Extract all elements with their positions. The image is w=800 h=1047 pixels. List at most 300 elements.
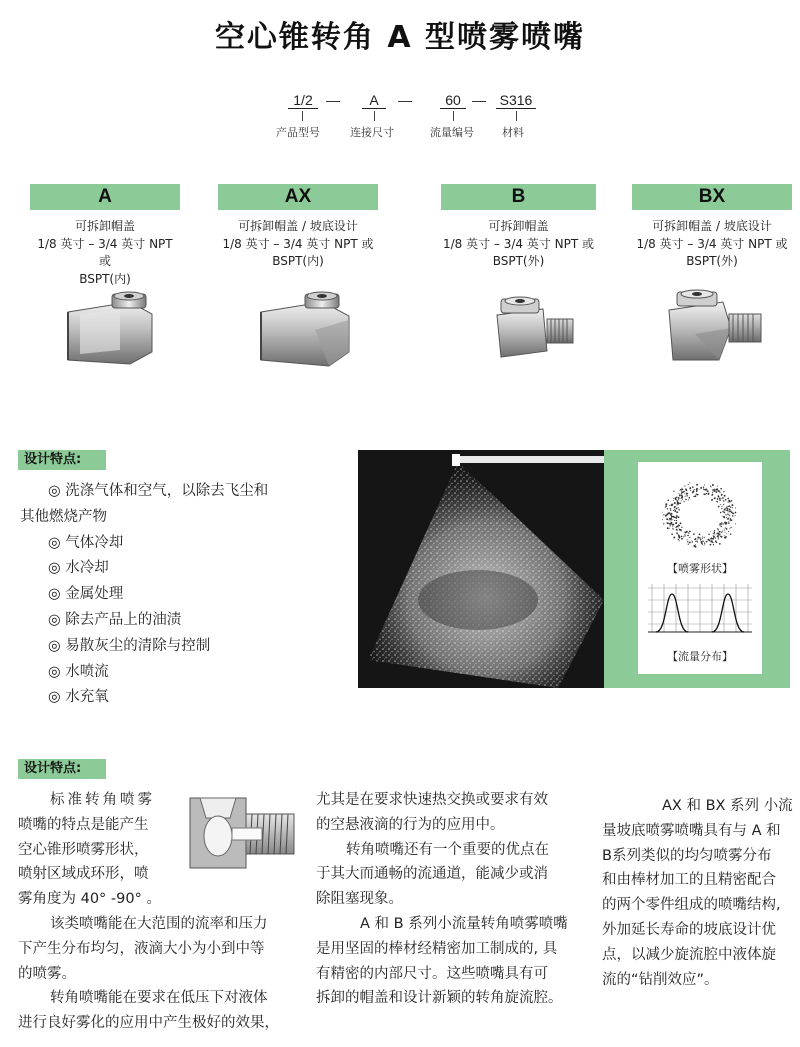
spray-droplet bbox=[730, 511, 731, 512]
spray-droplet bbox=[716, 533, 717, 534]
spray-droplet bbox=[716, 541, 718, 543]
spray-droplet bbox=[675, 498, 677, 500]
spray-droplet bbox=[682, 499, 683, 500]
spray-droplet bbox=[725, 527, 726, 528]
spray-droplet bbox=[714, 489, 715, 490]
type-desc-line: 可拆卸帽盖 bbox=[488, 219, 549, 233]
spray-droplet bbox=[732, 515, 734, 517]
spray-droplet bbox=[727, 501, 728, 502]
spray-droplet bbox=[723, 511, 724, 512]
type-card-b bbox=[441, 184, 596, 271]
paragraph-line: 雾角度为 40° -90° 。 bbox=[18, 891, 161, 908]
spray-droplet bbox=[689, 537, 690, 538]
spray-info-panel bbox=[604, 450, 790, 688]
model-code-size: 1/2 bbox=[288, 92, 318, 109]
spray-droplet bbox=[670, 513, 671, 514]
spray-droplet bbox=[728, 511, 729, 512]
spray-droplet bbox=[731, 504, 733, 506]
spray-droplet bbox=[707, 491, 709, 493]
spray-droplet bbox=[672, 528, 673, 529]
type-desc-line: 可拆卸帽盖 / 坡底设计 bbox=[652, 219, 772, 233]
spray-droplet bbox=[667, 522, 669, 524]
spray-droplet bbox=[728, 522, 730, 524]
features-heading: 设计特点: bbox=[18, 450, 106, 470]
spray-droplet bbox=[694, 539, 695, 540]
spray-droplet bbox=[665, 515, 666, 516]
spray-droplet bbox=[695, 541, 696, 542]
spray-droplet bbox=[669, 523, 671, 525]
spray-droplet bbox=[662, 519, 663, 520]
spray-droplet bbox=[673, 537, 675, 539]
paragraph-line: 有精密的内部尺寸。这些喷嘴具有可 bbox=[316, 965, 548, 982]
spray-droplet bbox=[697, 542, 698, 543]
spray-droplet bbox=[728, 521, 729, 522]
spray-droplet bbox=[687, 539, 688, 540]
spray-droplet bbox=[678, 493, 679, 494]
spray-droplet bbox=[674, 509, 675, 510]
spray-droplet bbox=[707, 540, 708, 541]
paragraph-line: 转角喷嘴还有一个重要的优点在 bbox=[346, 841, 549, 858]
spray-droplet bbox=[675, 527, 676, 528]
spray-droplet bbox=[727, 513, 728, 514]
spray-droplet bbox=[723, 491, 724, 492]
spray-droplet bbox=[716, 501, 717, 502]
spray-droplet bbox=[719, 491, 720, 492]
spray-droplet bbox=[717, 536, 719, 538]
spray-droplet bbox=[703, 489, 704, 490]
spray-droplet bbox=[728, 518, 729, 519]
paragraph-line: B系列类似的均匀喷雾分布 bbox=[602, 847, 772, 864]
spray-droplet bbox=[729, 501, 731, 503]
spray-droplet bbox=[712, 494, 714, 496]
model-code-material: S316 bbox=[496, 92, 536, 109]
list-item: ◎ 易散灰尘的清除与控制 bbox=[48, 637, 211, 654]
spray-droplet bbox=[679, 540, 680, 541]
spray-droplet bbox=[673, 490, 674, 491]
spray-droplet bbox=[671, 524, 672, 525]
spray-droplet bbox=[673, 498, 674, 499]
spray-droplet bbox=[704, 545, 705, 546]
spray-droplet bbox=[721, 522, 722, 523]
paragraph-line: A 和 B 系列小流量转角喷雾喷嘴 bbox=[360, 915, 568, 932]
spray-droplet bbox=[683, 492, 684, 493]
spray-droplet bbox=[713, 544, 714, 545]
spray-droplet bbox=[669, 520, 670, 521]
spray-droplet bbox=[678, 539, 679, 540]
spray-droplet bbox=[684, 491, 685, 492]
spray-droplet bbox=[721, 494, 723, 496]
spray-droplet bbox=[724, 495, 726, 497]
spray-droplet bbox=[706, 493, 707, 494]
paragraph-line: 下产生分布均匀，液滴大小为小到中等 bbox=[18, 940, 265, 957]
spray-droplet bbox=[689, 497, 691, 499]
spray-droplet bbox=[685, 496, 686, 497]
spray-droplet bbox=[681, 500, 682, 501]
spray-droplet bbox=[728, 531, 729, 532]
spray-droplet bbox=[676, 529, 678, 531]
spray-droplet bbox=[735, 523, 736, 524]
spray-droplet bbox=[708, 493, 710, 495]
spray-droplet bbox=[667, 499, 669, 501]
spray-droplet bbox=[680, 522, 682, 524]
spray-droplet bbox=[684, 493, 685, 494]
spray-droplet bbox=[708, 539, 710, 541]
spray-droplet bbox=[731, 500, 733, 502]
type-code-a: A bbox=[30, 184, 180, 210]
spray-droplet bbox=[723, 511, 725, 513]
spray-droplet bbox=[710, 531, 711, 532]
model-code bbox=[270, 92, 540, 144]
spray-droplet bbox=[676, 532, 678, 534]
spray-pattern-label: 【喷雾形状】 bbox=[667, 562, 733, 575]
spray-droplet bbox=[725, 528, 727, 530]
paragraph-line: 喷嘴的特点是能产生 bbox=[18, 816, 149, 833]
spray-droplet bbox=[694, 546, 695, 547]
spray-droplet bbox=[710, 541, 712, 543]
spray-droplet bbox=[713, 536, 715, 538]
spray-droplet bbox=[704, 543, 705, 544]
paragraph-line: 于其大而通畅的流通道，能减少或消 bbox=[316, 866, 548, 883]
page-title: 空心锥转角 A 型喷雾喷嘴 bbox=[214, 20, 586, 55]
model-code-dash: — bbox=[472, 92, 486, 108]
paragraph-line: 外加延长寿命的坡底设计优 bbox=[602, 921, 776, 938]
nozzle-image-bx bbox=[665, 288, 765, 364]
spray-droplet bbox=[674, 516, 676, 518]
spray-droplet bbox=[686, 495, 687, 496]
paragraph-line: 标准转角喷雾 bbox=[50, 792, 155, 808]
spray-droplet bbox=[692, 541, 693, 542]
spray-droplet bbox=[714, 530, 715, 531]
spray-droplet bbox=[671, 515, 672, 516]
spray-droplet bbox=[710, 486, 711, 487]
spray-droplet bbox=[710, 538, 711, 539]
paragraph-line: 尤其是在要求快速热交换或要求有效 bbox=[316, 792, 548, 808]
spray-droplet bbox=[724, 509, 726, 511]
spray-droplet bbox=[730, 507, 731, 508]
spray-droplet bbox=[719, 500, 720, 501]
paragraph-line: 是用坚固的棒材经精密加工制成的, 具 bbox=[316, 940, 558, 957]
spray-droplet bbox=[665, 503, 667, 505]
spray-droplet bbox=[689, 531, 691, 533]
spray-droplet bbox=[677, 502, 679, 504]
spray-droplet bbox=[711, 486, 712, 487]
spray-droplet bbox=[735, 515, 736, 516]
spray-droplet bbox=[717, 501, 718, 502]
list-item: ◎ 除去产品上的油渍 bbox=[48, 611, 182, 628]
spray-droplet bbox=[731, 510, 732, 511]
spray-droplet bbox=[684, 485, 685, 486]
spray-droplet bbox=[718, 530, 719, 531]
spray-droplet bbox=[702, 538, 703, 539]
spray-droplet bbox=[679, 490, 680, 491]
spray-droplet bbox=[731, 519, 732, 520]
spray-droplet bbox=[679, 529, 680, 530]
spray-droplet bbox=[723, 501, 724, 502]
type-desc-line: 1/8 英寸 – 3/4 英寸 NPT 或 bbox=[222, 236, 374, 251]
type-desc-line: 1/8 英寸 – 3/4 英寸 NPT 或 bbox=[37, 236, 173, 268]
spray-droplet bbox=[684, 532, 685, 533]
spray-droplet bbox=[686, 493, 688, 495]
paragraph-line: 的空悬液滴的行为的应用中。 bbox=[316, 816, 505, 833]
spray-droplet bbox=[666, 522, 667, 523]
spray-droplet bbox=[712, 542, 713, 543]
type-desc-line: 1/8 英寸 – 3/4 英寸 NPT 或 bbox=[442, 236, 595, 251]
spray-droplet bbox=[674, 510, 676, 512]
spray-droplet bbox=[712, 538, 713, 539]
type-card-a bbox=[30, 184, 180, 288]
list-item: ◎ 洗涤气体和空气，以除去飞尘和 bbox=[48, 483, 269, 499]
description-column-2 bbox=[316, 788, 590, 1011]
spray-droplet bbox=[687, 541, 688, 542]
spray-droplet bbox=[671, 533, 673, 535]
spray-droplet bbox=[686, 531, 688, 533]
leader-line bbox=[302, 111, 303, 121]
spray-droplet bbox=[722, 497, 724, 499]
spray-droplet bbox=[667, 527, 669, 529]
spray-droplet bbox=[713, 489, 714, 490]
spray-droplet bbox=[681, 493, 683, 495]
spray-droplet bbox=[675, 522, 677, 524]
spray-droplet bbox=[672, 519, 673, 520]
model-code-flow-label: 流量编号 bbox=[430, 126, 474, 139]
spray-droplet bbox=[705, 489, 707, 491]
spray-droplet bbox=[723, 504, 724, 505]
spray-droplet bbox=[670, 508, 672, 510]
spray-droplet bbox=[700, 538, 702, 540]
spray-info-card bbox=[638, 462, 762, 674]
list-item: ◎ 金属处理 bbox=[48, 586, 124, 603]
spray-droplet bbox=[682, 496, 683, 497]
spray-droplet bbox=[704, 485, 705, 486]
spray-droplet bbox=[689, 542, 690, 543]
paragraph-line: 点，以减少旋流腔中液体旋 bbox=[602, 946, 776, 963]
spray-droplet bbox=[671, 504, 673, 506]
spray-droplet bbox=[700, 537, 701, 538]
spray-droplet bbox=[704, 537, 705, 538]
paragraph-line: 转角喷嘴能在要求在低压下对液体 bbox=[50, 990, 268, 1007]
spray-droplet bbox=[719, 531, 721, 533]
spray-droplet bbox=[669, 518, 671, 520]
spray-droplet bbox=[716, 491, 718, 493]
type-desc-line: BSPT(外) bbox=[492, 254, 545, 268]
spray-droplet bbox=[730, 533, 731, 534]
spray-droplet bbox=[674, 520, 675, 521]
spray-droplet bbox=[717, 485, 718, 486]
spray-droplet bbox=[731, 512, 732, 513]
spray-droplet bbox=[694, 495, 696, 497]
spray-droplet bbox=[730, 527, 731, 528]
spray-droplet bbox=[735, 512, 737, 514]
spray-droplet bbox=[699, 489, 700, 490]
spray-droplet bbox=[715, 537, 716, 538]
spray-droplet bbox=[696, 491, 697, 492]
spray-droplet bbox=[725, 523, 727, 525]
description-heading: 设计特点: bbox=[18, 759, 106, 779]
type-desc-line: BSPT(内) bbox=[79, 271, 131, 286]
spray-droplet bbox=[678, 497, 680, 499]
spray-droplet bbox=[685, 499, 687, 501]
spray-droplet bbox=[674, 502, 676, 504]
spray-droplet bbox=[717, 528, 718, 529]
leader-line bbox=[374, 111, 375, 121]
spray-droplet bbox=[724, 530, 725, 531]
spray-droplet bbox=[717, 498, 719, 500]
spray-droplet bbox=[714, 534, 715, 535]
spray-droplet bbox=[718, 538, 719, 539]
spray-droplet bbox=[670, 525, 671, 526]
spray-droplet bbox=[726, 507, 727, 508]
spray-droplet bbox=[713, 533, 714, 534]
spray-droplet bbox=[673, 500, 674, 501]
spray-droplet bbox=[720, 524, 721, 525]
spray-droplet bbox=[662, 512, 663, 513]
spray-droplet bbox=[712, 492, 713, 493]
spray-droplet bbox=[666, 518, 668, 520]
spray-droplet bbox=[699, 534, 701, 536]
spray-droplet bbox=[697, 539, 698, 540]
spray-droplet bbox=[724, 528, 725, 529]
spray-droplet bbox=[730, 518, 732, 520]
paragraph-line: AX 和 BX 系列 小流 bbox=[662, 798, 793, 814]
spray-droplet bbox=[676, 520, 677, 521]
paragraph-line: 和由棒材加工的且精密配合 bbox=[602, 872, 776, 889]
spray-droplet bbox=[712, 490, 713, 491]
spray-droplet bbox=[693, 496, 694, 497]
spray-droplet bbox=[721, 532, 722, 533]
type-code-ax: AX bbox=[218, 184, 378, 210]
spray-droplet bbox=[721, 523, 722, 524]
spray-droplet bbox=[729, 514, 730, 515]
spray-droplet bbox=[663, 523, 664, 524]
spray-droplet bbox=[702, 540, 704, 542]
paragraph-line: 流的“钻削效应”。 bbox=[602, 971, 719, 988]
spray-droplet bbox=[720, 488, 722, 490]
spray-droplet bbox=[665, 505, 667, 507]
spray-droplet bbox=[674, 506, 676, 508]
type-code-bx: BX bbox=[632, 184, 792, 210]
paragraph-line: 喷射区域成环形，喷 bbox=[18, 866, 149, 883]
paragraph-line: 的两个零件组成的喷嘴结构, bbox=[602, 897, 781, 914]
type-card-bx bbox=[632, 184, 792, 271]
spray-droplet bbox=[681, 491, 682, 492]
spray-droplet bbox=[702, 544, 703, 545]
type-desc-line: 1/8 英寸 – 3/4 英寸 NPT 或 bbox=[636, 236, 788, 251]
list-item: ◎ 气体冷却 bbox=[48, 534, 124, 551]
spray-droplet bbox=[689, 482, 690, 483]
spray-droplet bbox=[676, 516, 678, 518]
spray-droplet bbox=[681, 538, 683, 540]
spray-droplet bbox=[724, 537, 726, 539]
spray-droplet bbox=[700, 540, 701, 541]
spray-droplet bbox=[720, 526, 722, 528]
spray-droplet bbox=[700, 487, 702, 489]
spray-droplet bbox=[679, 495, 680, 496]
spray-droplet bbox=[719, 533, 721, 535]
model-code-size-label: 产品型号 bbox=[276, 126, 320, 139]
spray-droplet bbox=[713, 535, 714, 536]
type-desc-line: BSPT(内) bbox=[272, 254, 324, 268]
spray-droplet bbox=[688, 499, 689, 500]
spray-droplet bbox=[714, 533, 715, 534]
spray-droplet bbox=[708, 534, 710, 536]
spray-droplet bbox=[701, 543, 702, 544]
spray-droplet bbox=[683, 536, 684, 537]
spray-droplet bbox=[685, 488, 687, 490]
list-item: ◎ 水充氧 bbox=[48, 689, 109, 706]
spray-droplet bbox=[681, 527, 682, 528]
spray-droplet bbox=[703, 488, 704, 489]
spray-droplet bbox=[714, 497, 716, 499]
spray-droplet bbox=[672, 526, 673, 527]
spray-droplet bbox=[690, 490, 691, 491]
spray-droplet bbox=[703, 486, 704, 487]
spray-droplet bbox=[684, 501, 685, 502]
description-column-3 bbox=[602, 794, 796, 992]
spray-photo bbox=[358, 450, 604, 688]
list-item: ◎ 水冷却 bbox=[48, 560, 109, 577]
spray-droplet bbox=[718, 495, 719, 496]
spray-droplet bbox=[725, 514, 726, 515]
spray-droplet bbox=[678, 509, 680, 511]
spray-droplet bbox=[717, 532, 719, 534]
spray-droplet bbox=[673, 528, 674, 529]
spray-droplet bbox=[669, 528, 670, 529]
spray-droplet bbox=[688, 532, 689, 533]
model-code-flow: 60 bbox=[440, 92, 466, 109]
spray-droplet bbox=[663, 514, 664, 515]
spray-droplet bbox=[720, 536, 721, 537]
spray-droplet bbox=[696, 540, 697, 541]
nozzle-image-b bbox=[493, 295, 577, 361]
spray-droplet bbox=[726, 517, 727, 518]
type-desc-line: 可拆卸帽盖 / 坡底设计 bbox=[238, 219, 358, 233]
spray-droplet bbox=[684, 534, 685, 535]
paragraph-line: 除阻塞现象。 bbox=[316, 891, 403, 908]
spray-droplet bbox=[721, 498, 722, 499]
model-code-connection-label: 连接尺寸 bbox=[350, 126, 394, 139]
flow-distribution-chart bbox=[648, 584, 752, 636]
spray-droplet bbox=[704, 542, 705, 543]
nozzle-image-a bbox=[60, 290, 160, 368]
leader-line bbox=[453, 111, 454, 121]
spray-droplet bbox=[727, 498, 728, 499]
paragraph-line: 拆卸的帽盖和设计新颖的转角旋流腔。 bbox=[316, 990, 563, 1007]
spray-droplet bbox=[688, 543, 689, 544]
spray-droplet bbox=[680, 502, 682, 504]
spray-droplet bbox=[691, 540, 692, 541]
spray-droplet bbox=[720, 504, 721, 505]
spray-droplet bbox=[671, 513, 673, 515]
paragraph-line: 量坡底喷雾喷嘴具有与 A 和 bbox=[602, 822, 781, 839]
spray-droplet bbox=[693, 491, 694, 492]
paragraph-line: 该类喷嘴能在大范围的流率和压力 bbox=[50, 915, 268, 932]
spray-droplet bbox=[669, 505, 670, 506]
paragraph-line: 的喷雾。 bbox=[18, 965, 76, 982]
model-code-dash: — bbox=[326, 92, 340, 108]
spray-droplet bbox=[703, 494, 704, 495]
spray-droplet bbox=[702, 536, 703, 537]
spray-droplet bbox=[678, 516, 680, 518]
spray-droplet bbox=[690, 537, 691, 538]
spray-droplet bbox=[672, 516, 674, 518]
spray-droplet bbox=[665, 507, 666, 508]
spray-droplet bbox=[670, 520, 671, 521]
spray-droplet bbox=[693, 489, 694, 490]
spray-droplet bbox=[676, 511, 678, 513]
spray-droplet bbox=[677, 534, 678, 535]
spray-droplet bbox=[710, 544, 712, 546]
model-code-material-label: 材料 bbox=[502, 126, 524, 139]
